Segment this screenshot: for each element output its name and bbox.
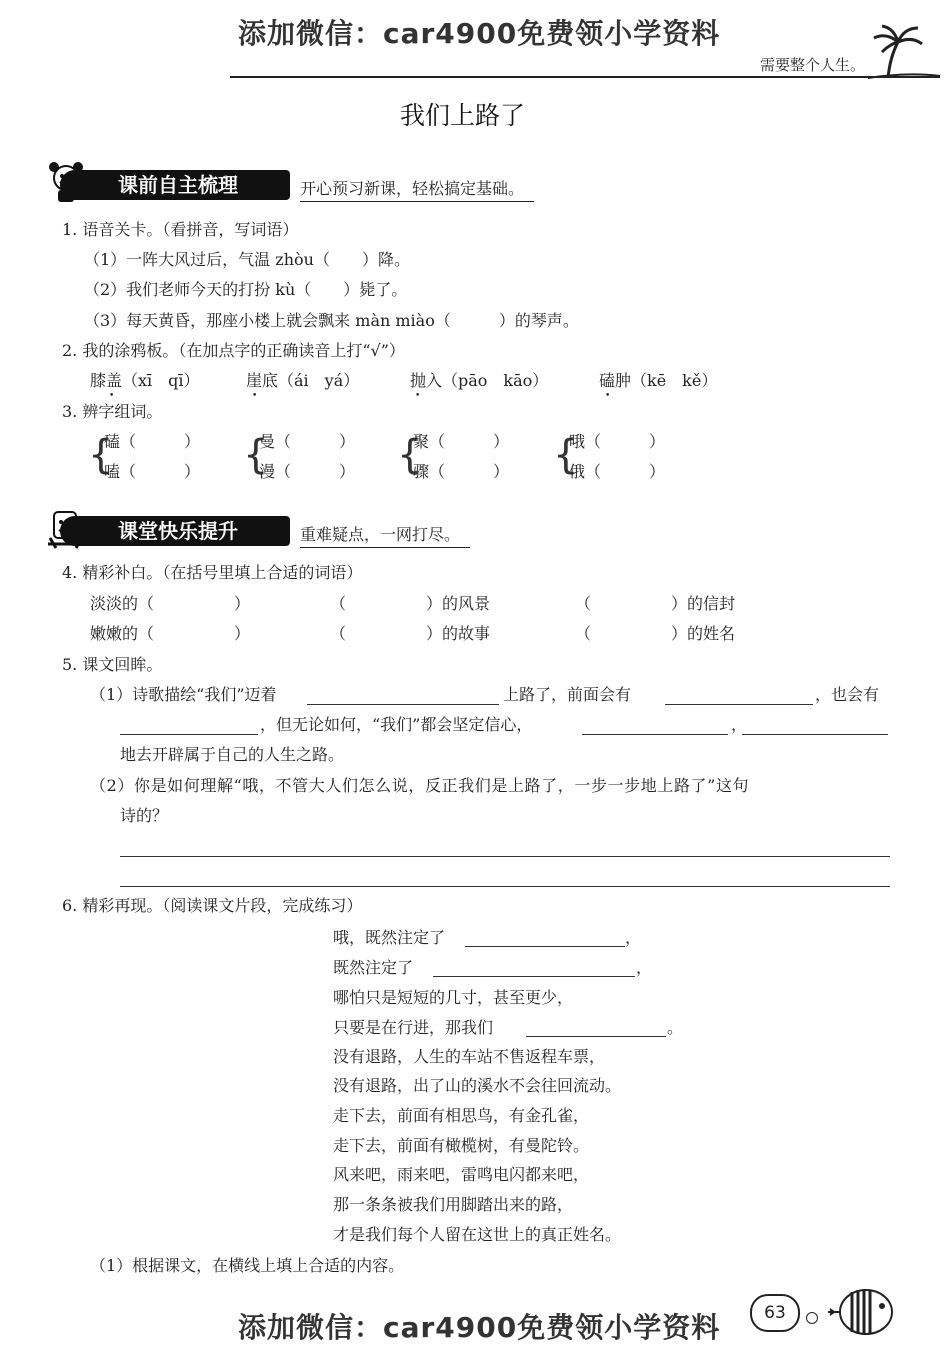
lesson-title: 我们上路了 <box>400 101 526 130</box>
section-header-class <box>40 516 640 550</box>
emphasis-dot: • <box>415 391 421 401</box>
poem-line: 风来吧，雨来吧，雷鸣电闪都来吧， <box>333 1165 590 1184</box>
answer-blank[interactable] <box>582 734 728 735</box>
poem-punct: ， <box>636 958 653 977</box>
question-4-item: 淡淡的（ ） <box>90 594 251 613</box>
brace: { <box>397 432 423 478</box>
answer-blank[interactable] <box>307 704 499 705</box>
question-2-item-1: 膝盖（xī qī） <box>90 371 200 390</box>
question-3-word: 磕（ ） <box>104 432 201 451</box>
circle-decoration <box>806 1312 818 1324</box>
answer-blank[interactable] <box>120 734 258 735</box>
emphasis-dot: • <box>605 391 611 401</box>
poem-line: 没有退路，出了山的溪水不会往回流动。 <box>333 1076 622 1095</box>
poem-line: 没有退路，人生的车站不售返程车票， <box>333 1047 606 1066</box>
watermark-banner-bottom: 添加微信：car4900免费领小学资料 <box>238 1311 721 1344</box>
answer-line[interactable] <box>120 886 890 887</box>
question-3-word: 曼（ ） <box>259 432 356 451</box>
question-3-word: 漫（ ） <box>259 462 356 481</box>
question-4-item: 嫩嫩的（ ） <box>90 624 251 643</box>
answer-line[interactable] <box>120 856 890 857</box>
poem-line: 走下去，前面有相思鸟，有金孔雀， <box>333 1106 590 1125</box>
poem-line: 既然注定了 <box>333 958 414 977</box>
poem-line: 那一条条被我们用脚踏出来的路， <box>333 1195 574 1214</box>
question-5-text: ， <box>731 715 748 734</box>
question-3-word: 俄（ ） <box>569 462 666 481</box>
question-6-stem: 6. 精彩再现。（阅读课文片段，完成练习） <box>62 896 363 915</box>
question-1-stem: 1. 语音关卡。（看拼音，写词语） <box>62 220 299 239</box>
question-3-word: 嗑（ ） <box>104 462 201 481</box>
page-number: 63 <box>764 1303 786 1323</box>
question-3-word: 聚（ ） <box>413 432 510 451</box>
section-subtitle: 重难疑点，一网打尽。 <box>300 522 470 548</box>
poem-line: 走下去，前面有橄榄树，有曼陀铃。 <box>333 1136 590 1155</box>
question-3-word: 骤（ ） <box>413 462 510 481</box>
watermark-banner-top: 添加微信：car4900免费领小学资料 <box>238 17 721 50</box>
section-header-preview <box>40 170 640 204</box>
question-6-sub-1: （1）根据课文，在横线上填上合适的内容。 <box>90 1256 405 1275</box>
question-5-text: 上路了，前面会有 <box>503 685 632 704</box>
question-2-item-3: 抛入（pāo kāo） <box>410 371 549 390</box>
brace: { <box>243 432 269 478</box>
answer-blank[interactable] <box>526 1036 666 1037</box>
question-1-item-1: （1）一阵大风过后，气温 zhòu（ ）降。 <box>84 250 410 269</box>
question-1-item-3: （3）每天黄昏，那座小楼上就会飘来 màn miào（ ）的琴声。 <box>84 311 579 330</box>
section-subtitle: 开心预习新课，轻松搞定基础。 <box>300 176 534 202</box>
palm-tree-icon <box>868 22 940 80</box>
question-5-text: 诗的？ <box>120 806 169 825</box>
question-3-word: 哦（ ） <box>569 432 666 451</box>
question-2-item-4: 磕肿（kē kě） <box>599 371 718 390</box>
question-4-item: （ ）的故事 <box>330 624 491 643</box>
poem-punct: 。 <box>667 1018 684 1037</box>
question-5-text: ，但无论如何，“我们”都会坚定信心， <box>260 715 533 734</box>
brace: { <box>553 432 579 478</box>
question-5-text: 地去开辟属于自己的人生之路。 <box>120 745 345 764</box>
header-rule <box>230 76 940 78</box>
answer-blank[interactable] <box>665 704 813 705</box>
section-badge: 课堂快乐提升 <box>60 516 290 546</box>
fish-icon <box>826 1284 896 1340</box>
brace: { <box>88 432 114 478</box>
answer-blank[interactable] <box>465 946 625 947</box>
answer-blank[interactable] <box>742 734 888 735</box>
poem-line: 哪怕只是短短的几寸，甚至更少， <box>333 988 574 1007</box>
question-4-item: （ ）的信封 <box>575 594 736 613</box>
poem-line: 哦，既然注定了 <box>333 928 446 947</box>
question-5-text: ，也会有 <box>815 685 880 704</box>
question-1-item-2: （2）我们老师今天的打扮 kù（ ）毙了。 <box>84 280 408 299</box>
header-quote: 需要整个人生。 <box>760 56 866 74</box>
question-2-stem: 2. 我的涂鸦板。（在加点字的正确读音上打“√”） <box>62 341 405 360</box>
question-5-stem: 5. 课文回眸。 <box>62 655 163 674</box>
page-number-badge <box>750 1294 800 1332</box>
poem-line: 只要是在行进，那我们 <box>333 1018 494 1037</box>
question-4-stem: 4. 精彩补白。（在括号里填上合适的词语） <box>62 563 363 582</box>
question-2-item-2: 崖底（ái yá） <box>246 371 360 390</box>
question-3-stem: 3. 辨字组词。 <box>62 402 163 421</box>
question-4-item: （ ）的姓名 <box>575 624 736 643</box>
question-4-item: （ ）的风景 <box>330 594 491 613</box>
emphasis-dot: • <box>252 391 258 401</box>
answer-blank[interactable] <box>433 976 635 977</box>
question-5-text: （1）诗歌描绘“我们”迈着 <box>90 685 277 704</box>
section-badge: 课前自主梳理 <box>60 170 290 200</box>
question-5-text: （2）你是如何理解“哦，不管大人们怎么说，反正我们是上路了，一步一步地上路了”这句 <box>90 776 750 795</box>
poem-line: 才是我们每个人留在这世上的真正姓名。 <box>333 1225 622 1244</box>
poem-punct: ， <box>625 928 642 947</box>
emphasis-dot: • <box>109 391 115 401</box>
